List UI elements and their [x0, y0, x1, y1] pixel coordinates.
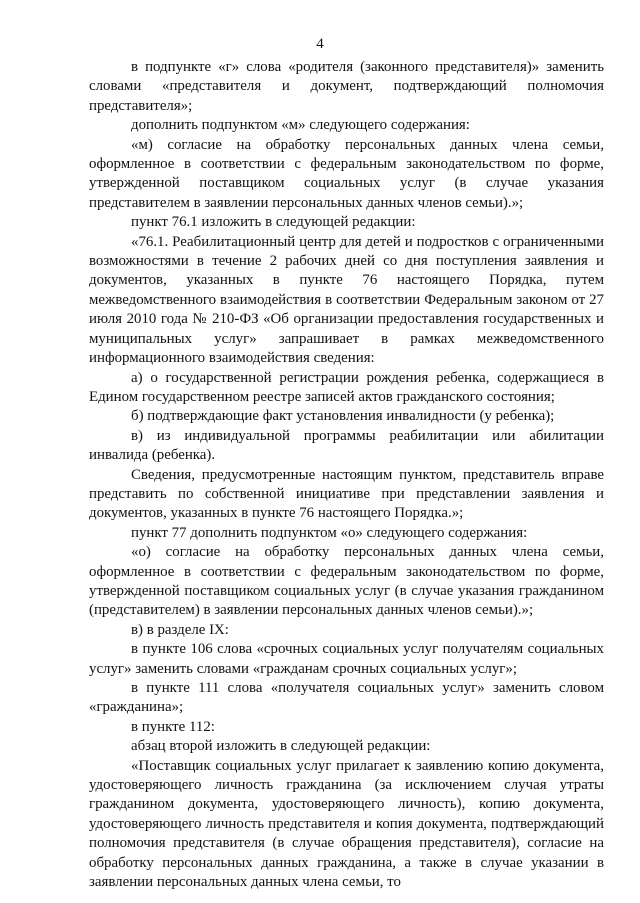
paragraph: дополнить подпунктом «м» следующего содержания:: [131, 117, 470, 134]
paragraph: в подпункте «г» слова «родителя (законного представителя)» заменить словами «представителя и документ, подтверждающий полномочия представителя»;: [89, 59, 604, 114]
paragraph: «о) согласие на обработку персональных данных члена семьи, оформленное в соответствии с федеральным законодательством по форме, утвержденной поставщиком социальных услуг (в случае указания гражданином (представителем) в заявлении персональных данных членов семьи).»;: [89, 544, 604, 619]
paragraph: в пункте 112:: [131, 718, 215, 735]
paragraph: в пункте 111 слова «получателя социальных услуг» заменить словом «гражданина»;: [89, 680, 604, 716]
paragraph: Сведения, предусмотренные настоящим пунктом, представитель вправе представить по собственной инициативе при представлении заявления и документов, указанных в пункте 76 настоящего Порядка.»;: [89, 466, 604, 522]
paragraph: «Поставщик социальных услуг прилагает к заявлению копию документа, удостоверяющего личность гражданина (за исключением случая утраты гражданином документа, удостоверяющего личность), копию документа, удостоверяющего личность представителя и копия документа, подтверждающий полномочия представителя (в случае обращения представителя), согласие на обработку персональных данных гражданина, а также в случае указании в заявлении персональных данных члена семьи, то: [89, 757, 604, 891]
page-number: 4: [316, 36, 324, 52]
paragraph: «76.1. Реабилитационный центр для детей и подростков с ограниченными возможностями в течение 2 рабочих дней со дня поступления заявления и документов, указанных в пункте 76 настоящего Порядка, путем межведомственного взаимодействия в соответствии Федеральным законом от 27 июля 2010 года № 210-ФЗ «Об организации предоставления государственных и муниципальных услуг» запрашивает в рамках межведомственного информационного взаимодействия сведения:: [89, 233, 604, 367]
paragraph: в) в разделе IX:: [131, 621, 229, 638]
paragraph: пункт 77 дополнить подпунктом «о» следующего содержания:: [131, 524, 528, 541]
paragraph: абзац второй изложить в следующей редакции:: [131, 738, 431, 755]
paragraph: пункт 76.1 изложить в следующей редакции:: [131, 214, 416, 231]
document-body: [89, 58, 604, 892]
paragraph: в пункте 106 слова «срочных социальных услуг получателям социальных услуг» заменить словами «гражданам срочных социальных услуг»;: [89, 641, 604, 677]
paragraph: в) из индивидуальной программы реабилитации или абилитации инвалида (ребенка).: [89, 427, 604, 464]
paragraph: «м) согласие на обработку персональных данных члена семьи, оформленное в соответствии с федеральным законодательством по форме, утвержденной поставщиком социальных услуг (в случае указания представителем в заявлении персональных данных членов семьи).»;: [89, 136, 604, 211]
paragraph: а) о государственной регистрации рождения ребенка, содержащиеся в Едином государственном реестре записей актов гражданского состояния;: [89, 369, 604, 405]
paragraph: б) подтверждающие факт установления инвалидности (у ребенка);: [131, 408, 555, 425]
